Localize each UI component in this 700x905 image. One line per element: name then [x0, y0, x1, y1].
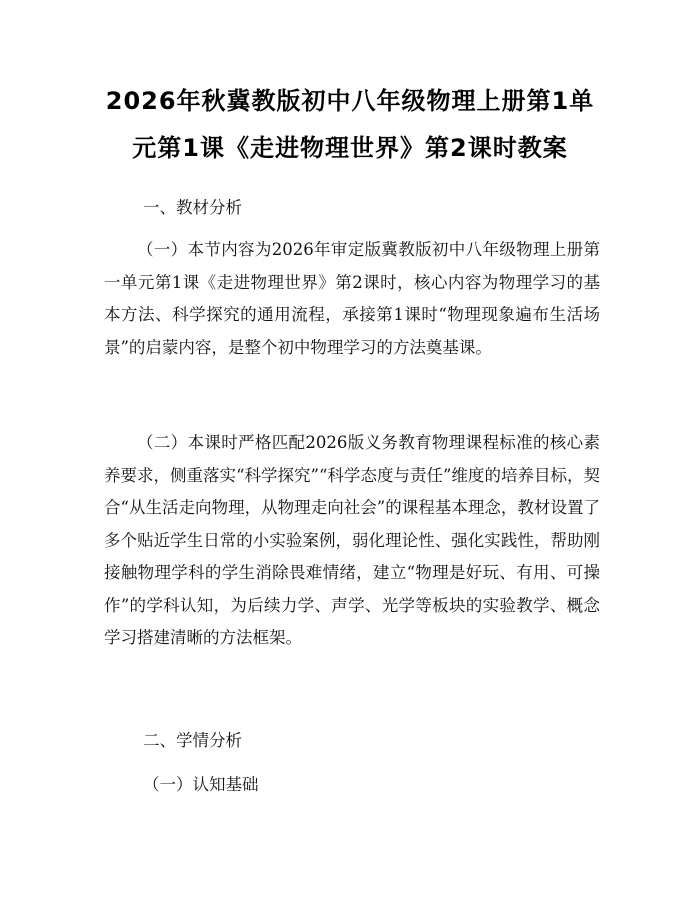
document-title-line-2: 元第1课《走进物理世界》第2课时教案 — [132, 134, 568, 162]
section-heading-student-analysis: 二、学情分析 — [143, 731, 242, 750]
paragraph-curriculum-standards: （二）本课时严格匹配2026版义务教育物理课程标准的核心素养要求，侧重落实“科学探究”“科学态度与责任”维度的培养目标，契合“从生活走向物理，从物理走向社会”的课程基本理念，教材设置了多个贴近学生日常的小实验案例，弱化理论性、强化实践性，帮助刚接触物理学科的学生消除畏难情绪，建立“物理是好玩、有用、可操作”的学科认知，为后续力学、声学、光学等板块的实验教学、概念学习搭建清晰的方法框架。 — [104, 433, 600, 647]
paragraph-content-overview: （一）本节内容为2026年审定版冀教版初中八年级物理上册第一单元第1课《走进物理世界》第2课时，核心内容为物理学习的基本方法、科学探究的通用流程，承接第1课时“物理现象遍布生活场景”的启蒙内容，是整个初中物理学习的方法奠基课。 — [104, 240, 600, 357]
document-title-line-1: 2026年秋冀教版初中八年级物理上册第1单 — [105, 87, 595, 115]
section-heading-textbook-analysis: 一、教材分析 — [143, 198, 242, 217]
subsection-heading-cognitive-basis: （一）认知基础 — [143, 775, 259, 794]
